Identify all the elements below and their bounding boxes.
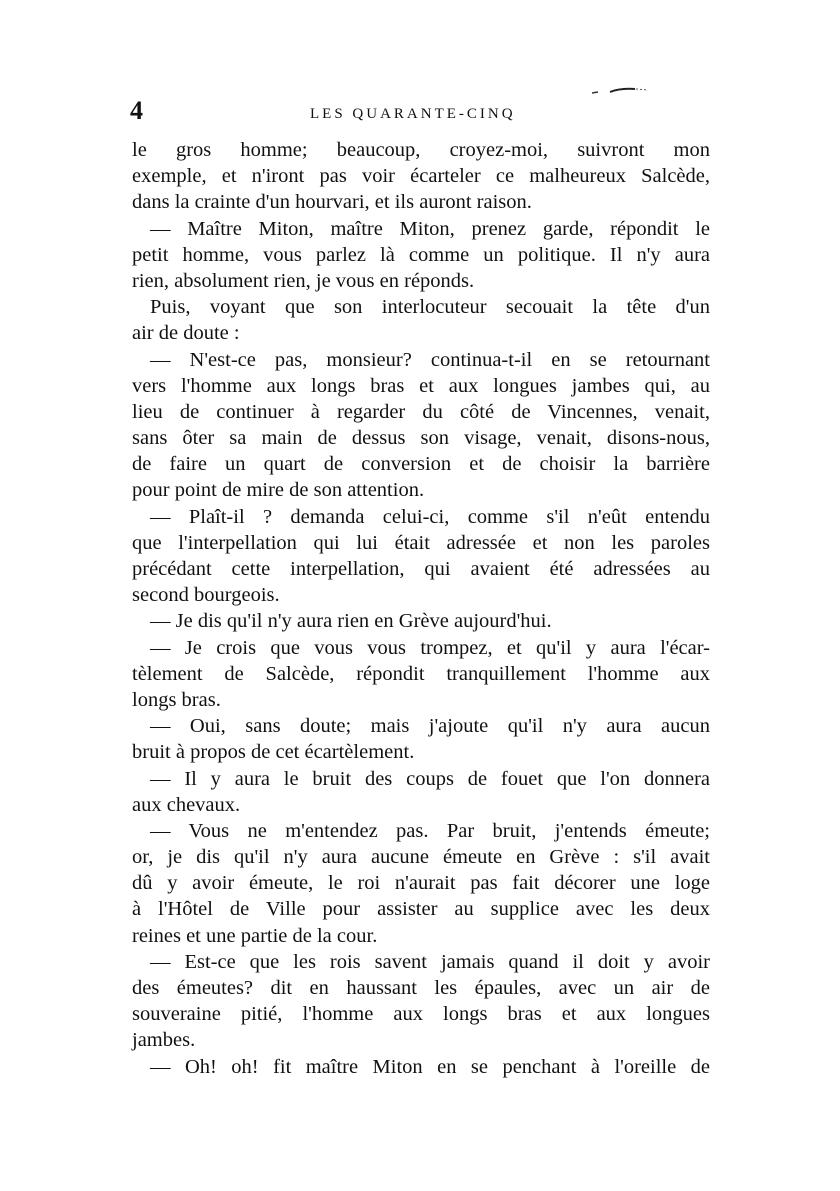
text-line: vers l'homme aux longs bras et aux longues jambes qui, au xyxy=(132,374,710,397)
text-line: — Vous ne m'entendez pas. Par bruit, j'entends émeute; xyxy=(150,819,710,842)
text-line: bruit à propos de cet écartèlement. xyxy=(132,741,415,764)
text-line: dû y avoir émeute, le roi n'aurait pas fait décorer une loge xyxy=(132,872,710,895)
text-line: Puis, voyant que son interlocuteur secouait la tête d'un xyxy=(150,296,710,319)
body-text xyxy=(132,137,710,1080)
text-line: air de doute : xyxy=(132,322,240,345)
text-line: — Oh! oh! fit maître Miton en se penchant à l'oreille de xyxy=(150,1055,710,1078)
text-line: — Oui, sans doute; mais j'ajoute qu'il n'y aura aucun xyxy=(150,715,710,738)
text-line: tèlement de Salcède, répondit tranquillement l'homme aux xyxy=(132,662,710,685)
text-line: précédant cette interpellation, qui avaient été adressées au xyxy=(132,558,710,580)
text-line: — Il y aura le bruit des coups de fouet que l'on donnera xyxy=(150,767,710,790)
text-line: — Je crois que vous vous trompez, et qu'il y aura l'écar- xyxy=(150,636,710,659)
page-number: 4 xyxy=(130,96,143,125)
text-line: jambes. xyxy=(132,1029,196,1052)
text-line: reines et une partie de la cour. xyxy=(132,924,378,947)
text-line: exemple, et n'iront pas voir écarteler ce malheureux Salcède, xyxy=(132,165,710,188)
text-line: — Est-ce que les rois savent jamais quand il doit y avoir xyxy=(150,950,710,973)
text-line: or, je dis qu'il n'y aura aucune émeute en Grève : s'il avait xyxy=(132,846,710,869)
text-line: de faire un quart de conversion et de choisir la barrière xyxy=(132,453,710,476)
ink-smudge-mark xyxy=(590,86,650,96)
text-line: à l'Hôtel de Ville pour assister au supplice avec les deux xyxy=(132,898,710,921)
text-line: — Plaît-il ? demanda celui-ci, comme s'il n'eût entendu xyxy=(150,505,710,528)
text-line: — Maître Miton, maître Miton, prenez garde, répondit le xyxy=(150,217,710,240)
text-line: dans la crainte d'un hourvari, et ils auront raison. xyxy=(132,191,532,214)
text-line: sans ôter sa main de dessus son visage, venait, disons-nous, xyxy=(132,427,710,450)
running-title: LES QUARANTE-CINQ xyxy=(310,106,516,122)
text-line: le gros homme; beaucoup, croyez-moi, suivront mon xyxy=(132,139,710,161)
text-line: pour point de mire de son attention. xyxy=(132,479,425,502)
text-line: aux chevaux. xyxy=(132,793,241,816)
text-line: des émeutes? dit en haussant les épaules, avec un air de xyxy=(132,977,710,999)
text-line: rien, absolument rien, je vous en réponds. xyxy=(132,269,475,292)
text-line: souveraine pitié, l'homme aux longs bras et aux longues xyxy=(132,1003,710,1026)
text-line: longs bras. xyxy=(132,688,221,711)
text-line: second bourgeois. xyxy=(132,584,280,607)
text-line: que l'interpellation qui lui était adressée et non les paroles xyxy=(132,531,710,554)
text-line: — Je dis qu'il n'y aura rien en Grève aujourd'hui. xyxy=(150,610,552,633)
text-line: petit homme, vous parlez là comme un politique. Il n'y aura xyxy=(132,243,710,266)
text-line: — N'est-ce pas, monsieur? continua-t-il en se retournant xyxy=(150,348,710,371)
text-line: lieu de continuer à regarder du côté de Vincennes, venait, xyxy=(132,400,710,423)
